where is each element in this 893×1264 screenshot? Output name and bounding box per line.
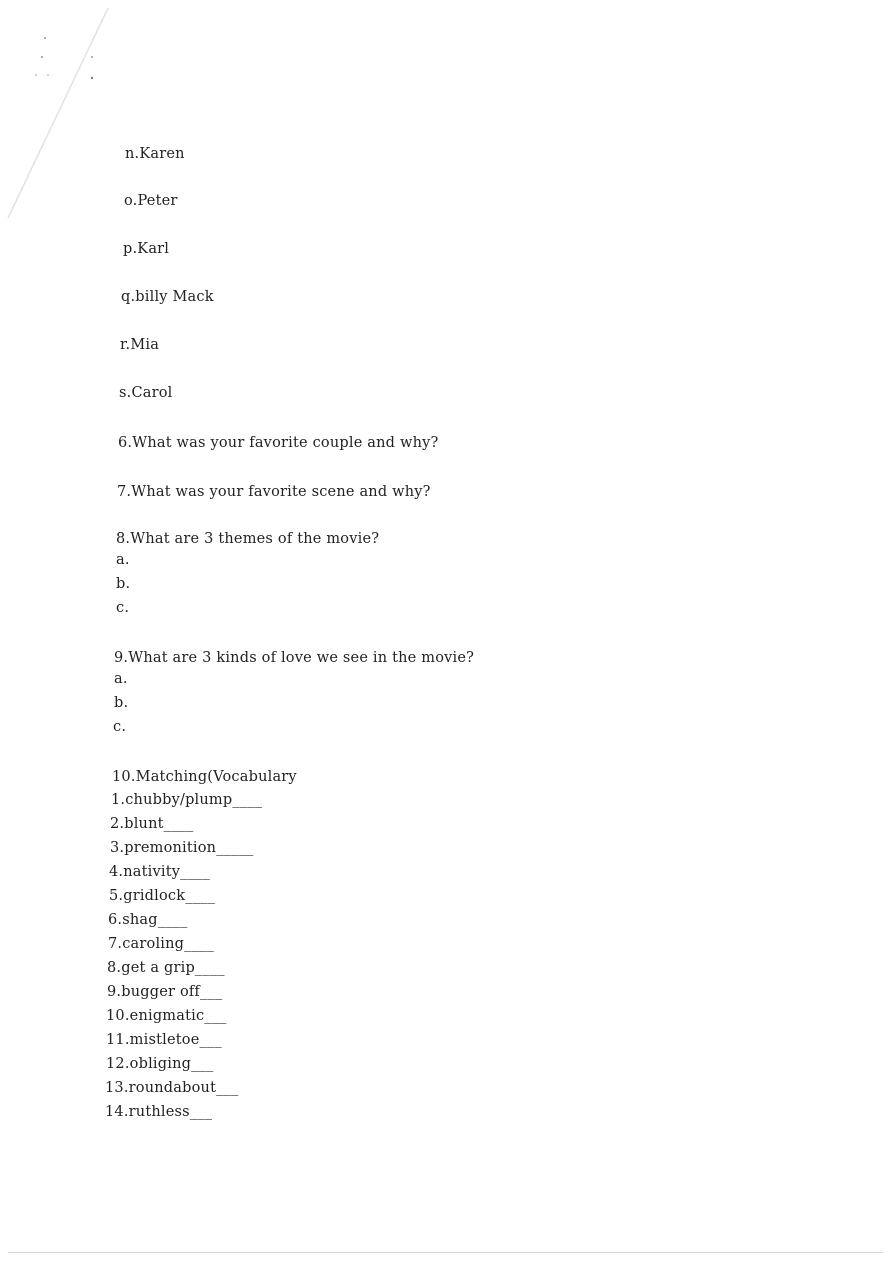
vocabulary-item: 7.caroling____: [108, 936, 214, 952]
question-9: 9.What are 3 kinds of love we see in the movie?: [114, 650, 475, 666]
character-item: p.Karl: [123, 241, 170, 257]
character-item: s.Carol: [119, 385, 173, 401]
question-6: 6.What was your favorite couple and why?: [118, 435, 439, 451]
vocabulary-item: 5.gridlock____: [109, 888, 216, 904]
vocabulary-item: 1.chubby/plump____: [111, 792, 263, 808]
question-9-option-c: c.: [113, 719, 127, 735]
vocabulary-item: 12.obliging___: [106, 1056, 214, 1072]
matching-heading: 10.Matching(Vocabulary: [112, 769, 297, 785]
question-8-option-b: b.: [116, 576, 131, 592]
character-item: n.Karen: [125, 146, 185, 162]
question-9-option-b: b.: [114, 695, 129, 711]
vocabulary-item: 6.shag____: [108, 912, 188, 928]
vocabulary-item: 8.get a grip____: [107, 960, 225, 976]
vocabulary-item: 11.mistletoe___: [106, 1032, 222, 1048]
vocabulary-item: 3.premonition_____: [110, 840, 254, 856]
page-bottom-edge: [8, 1252, 883, 1253]
character-item: r.Mia: [120, 337, 160, 353]
vocabulary-item: 9.bugger off___: [107, 984, 223, 1000]
question-8-option-a: a.: [116, 552, 130, 568]
vocabulary-item: 4.nativity____: [109, 864, 210, 880]
vocabulary-item: 14.ruthless___: [105, 1104, 213, 1120]
question-8: 8.What are 3 themes of the movie?: [116, 531, 380, 547]
character-item: o.Peter: [124, 193, 178, 209]
character-item: q.billy Mack: [121, 289, 214, 305]
vocabulary-item: 2.blunt____: [110, 816, 194, 832]
question-7: 7.What was your favorite scene and why?: [117, 484, 431, 500]
question-8-option-c: c.: [116, 600, 130, 616]
scan-artifact-edge: [0, 0, 120, 230]
vocabulary-item: 10.enigmatic___: [106, 1008, 227, 1024]
vocabulary-item: 13.roundabout___: [105, 1080, 239, 1096]
question-9-option-a: a.: [114, 671, 128, 687]
